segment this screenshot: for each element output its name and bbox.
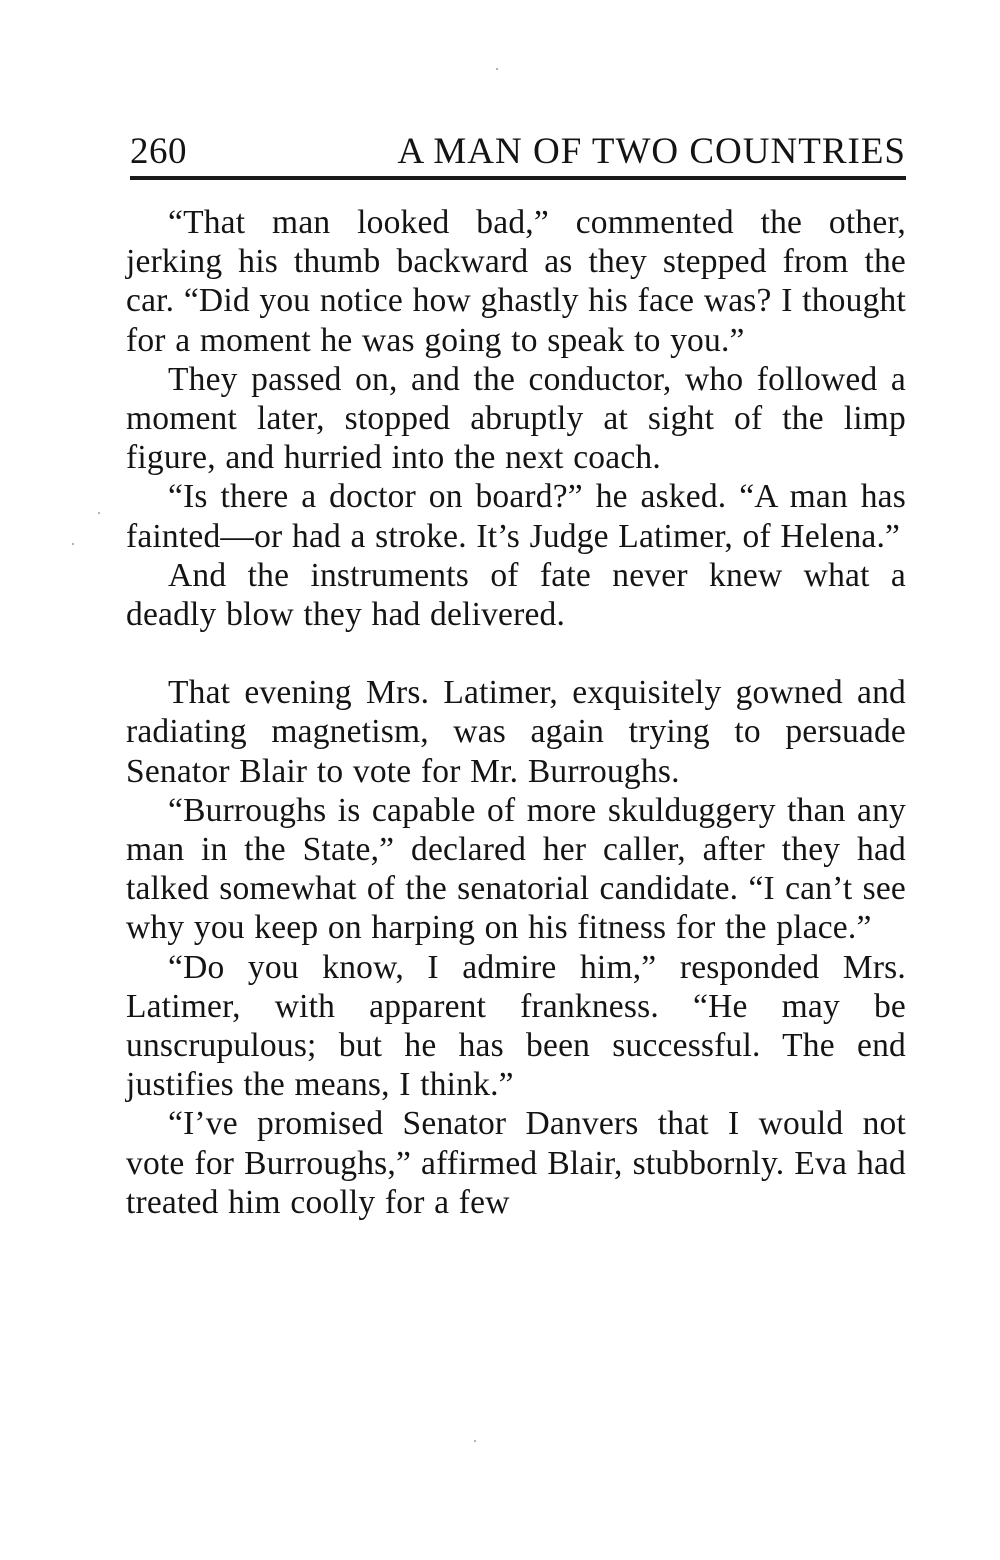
header-rule	[130, 176, 906, 180]
paragraph: “Do you know, I admire him,” responded Mrs. Latimer, with apparent frankness. “He may be unscrupulous; but he has been successful. The end justifies the means, I think.”	[126, 948, 906, 1104]
scan-speck	[98, 512, 100, 514]
scan-speck	[496, 68, 498, 70]
page-body	[126, 203, 906, 1222]
paragraph: “I’ve promised Senator Danvers that I would not vote for Burroughs,” affirmed Blair, stubbornly. Eva had treated him coolly for a few	[126, 1105, 906, 1221]
section-break	[126, 634, 906, 673]
paragraph: They passed on, and the conductor, who followed a moment later, stopped abruptly at sight of the limp figure, and hurried into the next coach.	[126, 360, 906, 477]
scan-speck	[474, 1440, 476, 1442]
scan-speck	[72, 543, 74, 545]
paragraph: “Is there a doctor on board?” he asked. “A man has fainted—or had a stroke. It’s Judge Latimer, of Helena.”	[126, 478, 906, 555]
running-head	[130, 128, 906, 176]
page-number: 260	[130, 131, 187, 172]
paragraph: And the instruments of fate never knew what a deadly blow they had delivered.	[126, 556, 906, 634]
book-title: A MAN OF TWO COUNTRIES	[397, 131, 906, 172]
paragraph: “Burroughs is capable of more skulduggery than any man in the State,” declared her caller, after they had talked somewhat of the senatorial candidate. “I can’t see why you keep on harping on his fitness for the place.”	[126, 791, 906, 947]
paragraph: That evening Mrs. Latimer, exquisitely gowned and radiating magnetism, was again trying to persuade Senator Blair to vote for Mr. Burroughs.	[126, 674, 906, 790]
paragraph: “That man looked bad,” commented the other, jerking his thumb backward as they stepped from the car. “Did you notice how ghastly his face was? I thought for a moment he was going to speak to you.”	[126, 204, 906, 359]
